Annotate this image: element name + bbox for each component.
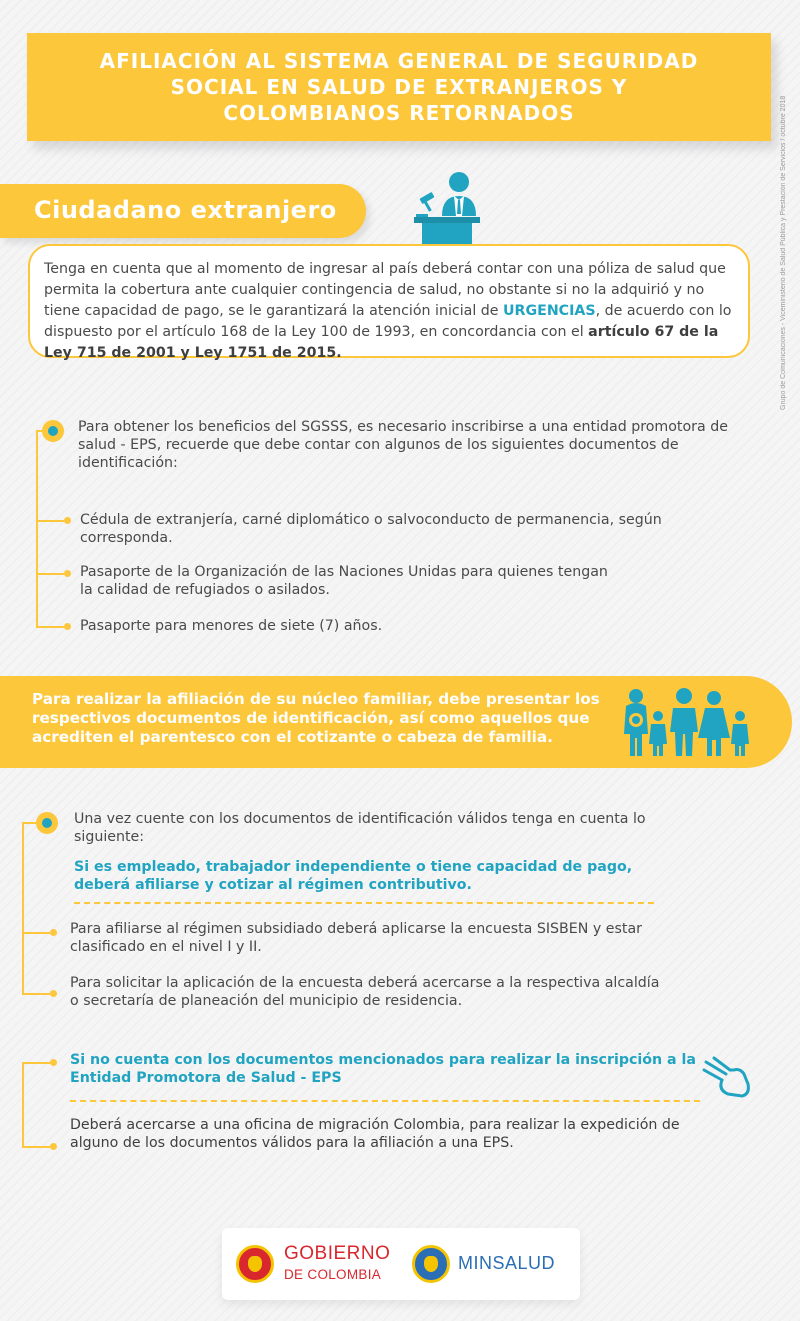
section-tab	[0, 184, 366, 238]
documents-intro: Para obtener los beneficios del SGSSS, es necesario inscribirse a una entidad promotora de salud - EPS, recuerde que debe contar con algunos de los siguientes documentos de identificación:	[78, 419, 728, 471]
item-bullet	[50, 1143, 57, 1150]
item-connector	[22, 932, 50, 934]
title-banner	[27, 33, 771, 141]
item-bullet	[50, 929, 57, 936]
pointing-hand-icon	[700, 1056, 752, 1100]
item-bullet	[64, 517, 71, 524]
dashed-divider	[70, 1100, 700, 1102]
intro-note-box	[28, 244, 750, 361]
section-bullet	[42, 420, 64, 442]
section-bullet	[36, 812, 58, 834]
no-docs-heading: Si no cuenta con los documentos mencionados para realizar la inscripción a la Entidad Promotora de Salud - EPS	[70, 1052, 696, 1086]
section-tab-label: Ciudadano extranjero	[34, 196, 337, 224]
timeline-line	[22, 1062, 24, 1146]
footer-logos	[222, 1228, 580, 1300]
item-connector	[36, 626, 64, 628]
minsalud-logo-text: MINSALUD	[458, 1253, 556, 1273]
colombia-seal-icon	[236, 1245, 274, 1283]
item-bullet	[50, 990, 57, 997]
document-item-2: Pasaporte de la Organización de las Naciones Unidas para quienes tengan la calidad de refugiados o asilados.	[80, 564, 608, 598]
document-item-1: Cédula de extranjería, carné diplomático o salvoconducto de permanencia, según corresponda.	[80, 512, 662, 546]
timeline-line	[36, 430, 38, 628]
item-connector	[36, 573, 64, 575]
valid-docs-intro: Una vez cuente con los documentos de identificación válidos tenga en cuenta lo siguiente:	[74, 811, 646, 845]
urgencias-highlight: URGENCIAS	[503, 303, 596, 319]
valid-docs-item-2: Para solicitar la aplicación de la encuesta deberá acercarse a la respectiva alcaldía o secretaría de planeación del municipio de residencia.	[70, 975, 660, 1009]
item-connector	[22, 1146, 50, 1148]
page-title: AFILIACIÓN AL SISTEMA GENERAL DE SEGURIDAD SOCIAL EN SALUD DE EXTRANJEROS Y COLOMBIANOS RETORNADOS	[99, 49, 699, 125]
item-connector	[36, 520, 64, 522]
gobierno-logo-text: GOBIERNO DE COLOMBIA	[284, 1243, 391, 1282]
timeline-line	[22, 822, 24, 994]
item-bullet	[64, 623, 71, 630]
valid-docs-item-1: Para afiliarse al régimen subsidiado deberá aplicarse la encuesta SISBEN y estar clasificado en el nivel I y II.	[70, 921, 642, 955]
item-bullet	[64, 570, 71, 577]
family-banner-text: Para realizar la afiliación de su núcleo familiar, debe presentar los respectivos documentos de identificación, así como aquellos que acrediten el parentesco con el cotizante o cabeza de familia.	[32, 690, 600, 746]
family-icon	[618, 686, 754, 758]
intro-note-text: Tenga en cuenta que al momento de ingresar al país deberá contar con una póliza de salud que permita la cobertura ante cualquier contingencia de salud, no obstante si no la adquirió y no tiene capacidad de pago, se le garantizará la atención inicial de URGENCIAS, de acuerdo con lo dispuesto por el artículo 168 de la Ley 100 de 1993, en concordancia con el artículo 67 de la Ley 715 de 2001 y Ley 1751 de 2015.	[44, 261, 732, 361]
minsalud-seal-icon	[412, 1245, 450, 1283]
document-item-3: Pasaporte para menores de siete (7) años.	[80, 618, 383, 634]
item-connector	[22, 993, 50, 995]
side-credit: Grupo de Comunicaciones - Viceministerio de Salud Pública y Prestación de Servicios / octubre 2018	[780, 95, 787, 410]
item-bullet	[50, 1059, 57, 1066]
item-connector	[22, 1062, 50, 1064]
dashed-divider	[74, 902, 654, 904]
no-docs-text: Deberá acercarse a una oficina de migración Colombia, para realizar la expedición de alguno de los documentos válidos para la afiliación a una EPS.	[70, 1117, 680, 1151]
valid-docs-highlight: Si es empleado, trabajador independiente o tiene capacidad de pago, deberá afiliarse y cotizar al régimen contributivo.	[74, 859, 633, 893]
